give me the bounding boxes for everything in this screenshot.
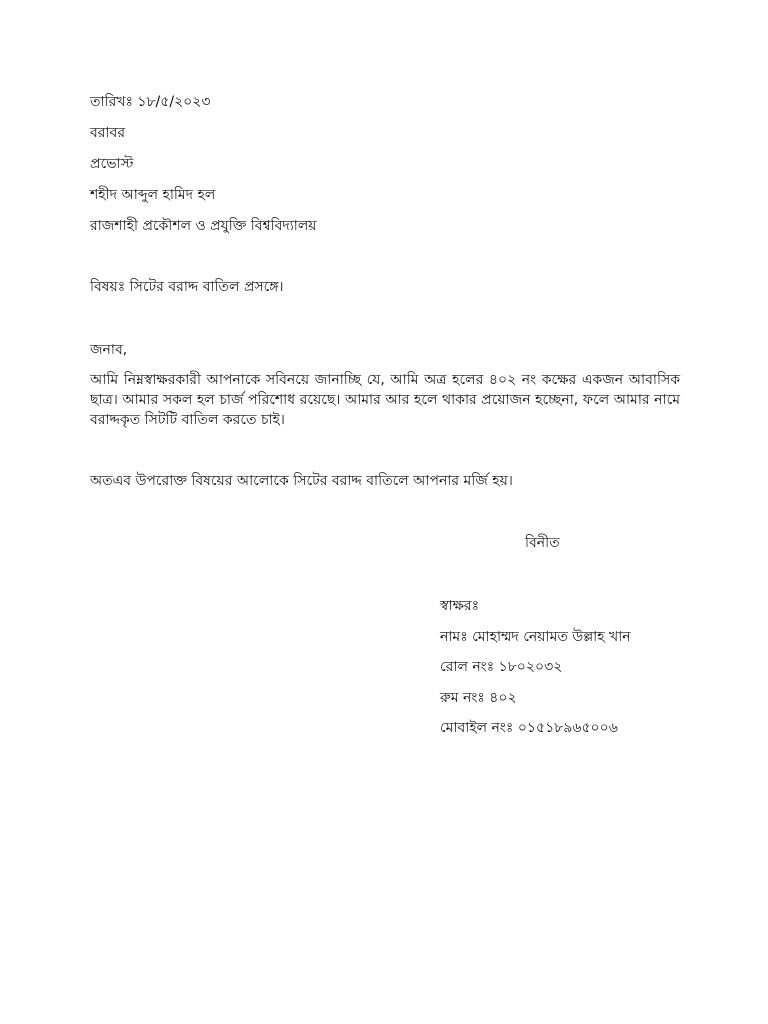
letter-closing: বিনীত xyxy=(525,535,560,551)
sender-name: নামঃ মোহাম্মদ নেয়ামত উল্লাহ খান xyxy=(440,629,631,645)
recipient-to: বরাবর xyxy=(90,125,126,141)
sender-mobile: মোবাইল নংঃ ০১৫১৮৯৬৫০০৬ xyxy=(440,720,618,736)
letter-closing-request: অতএব উপরোক্ত বিষয়ের আলোকে সিটের বরাদ্দ বাতিলে আপনার মর্জি হয়। xyxy=(90,473,513,489)
recipient-designation: প্রভোস্ট xyxy=(90,156,134,172)
letter-date: তারিখঃ ১৮/৫/২০২৩ xyxy=(90,94,211,110)
sender-signature: স্বাক্ষরঃ xyxy=(440,598,480,614)
recipient-hall: শহীদ আব্দুল হামিদ হল xyxy=(90,187,216,203)
letter-salutation: জনাব, xyxy=(90,342,128,358)
sender-roll: রোল নংঃ ১৮০২০৩২ xyxy=(440,659,563,675)
letter-body: আমি নিম্নস্বাক্ষরকারী আপনাকে সবিনয়ে জানাচ্ছি যে, আমি অত্র হলের ৪০২ নং কক্ষের একজন আবাসিক ছাত্র। আমার সকল হল চার্জ পরিশোধ রয়েছে। আমার আর হলে থাকার প্রয়োজন হচ্ছেনা, ফলে আমার নামে বরাদ্দকৃত সিটটি বাতিল করতে চাই। xyxy=(90,372,680,428)
sender-room: রুম নংঃ ৪০২ xyxy=(440,690,517,706)
recipient-university: রাজশাহী প্রকৌশল ও প্রযুক্তি বিশ্ববিদ্যালয় xyxy=(90,218,317,234)
letter-subject: বিষয়ঃ সিটের বরাদ্দ বাতিল প্রসঙ্গে। xyxy=(90,279,284,295)
